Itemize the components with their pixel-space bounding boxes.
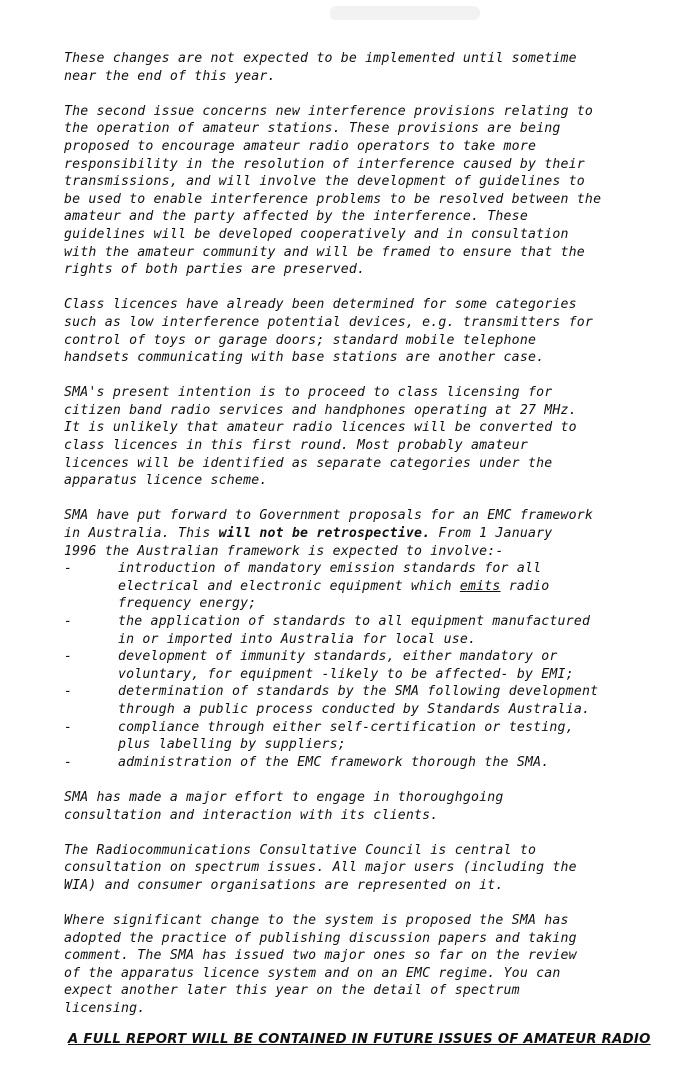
- paragraph-discussion-papers: Where significant change to the system is proposed the SMA has adopted the practice of publishing discussion papers and taking comment. The SMA has issued two major ones so far on the review of the apparatus licence system and on an EMC regime. You can expect another later this year on the detail of spectrum licensing.: [64, 913, 577, 1017]
- paragraph-council: The Radiocommunications Consultative Council is central to consultation on spectrum issues. All major users (including the WIA) and consumer organisations are represented on it.: [64, 842, 577, 893]
- paragraph-consultation: SMA has made a major effort to engage in thoroughgoing consultation and interaction with its clients.: [64, 789, 504, 823]
- list-item-text: administration of the EMC framework thorough the SMA.: [118, 754, 550, 770]
- list-item: [64, 754, 654, 772]
- list-item: [64, 560, 654, 613]
- paragraph-emc-framework: [64, 507, 654, 560]
- list-item: [64, 613, 654, 648]
- emc-text-bold: will not be retrospective.: [218, 526, 431, 542]
- emc-list: [64, 560, 654, 771]
- dash-marker: -: [64, 614, 73, 629]
- dash-marker: -: [64, 649, 73, 665]
- list-item: [64, 719, 654, 754]
- list-item: [64, 648, 654, 683]
- list-item-text: the application of standards to all equipment manufactured in or imported into Australia for local use.: [118, 614, 591, 647]
- emc-text-after: From 1 January 1996 the Australian framework is expected to involve:-: [64, 526, 553, 559]
- dash-marker: -: [64, 561, 73, 577]
- list-item-text: determination of standards by the SMA following development through a public process conducted by Standards Australia.: [118, 684, 599, 717]
- paragraph-implementation: These changes are not expected to be implemented until sometime near the end of this year.: [64, 51, 577, 84]
- emc-text-before: SMA have put forward to Government proposals for an EMC framework in Australia. This: [64, 508, 594, 542]
- list-item-text: development of immunity standards, either mandatory or voluntary, for equipment -likely to be affected- by EMI;: [118, 649, 574, 682]
- dash-marker: -: [64, 684, 73, 700]
- document-body: [64, 50, 654, 1035]
- scan-smudge: [330, 6, 480, 20]
- list-item-text: introduction of mandatory emission standards for all electrical and electronic equipment which: [118, 561, 542, 594]
- dash-marker: -: [64, 719, 73, 735]
- list-item-text: radio frequency energy;: [118, 578, 550, 612]
- dash-marker: -: [64, 754, 73, 770]
- paragraph-class-licences: Class licences have already been determined for some categories such as low interference potential devices, e.g. transmitters for control of toys or garage doors; standard mobile telephone handsets communicating with base stations are another case.: [64, 297, 594, 366]
- paragraph-interference: The second issue concerns new interference provisions relating to the operation of amateur stations. These provisions are being proposed to encourage amateur radio operators to take more responsibility in the resolution of interference caused by their transmissions, and will involve the development of guidelines to be used to enable interference problems to be resolved between the amateur and the party affected by the interference. These guidelines will be developed cooperatively and in consultation with the amateur community and will be framed to ensure that the rights of both parties are preserved.: [64, 103, 602, 278]
- list-item-text: compliance through either self-certification or testing, plus labelling by suppliers;: [118, 719, 574, 753]
- footer-notice: A FULL REPORT WILL BE CONTAINED IN FUTURE ISSUES OF AMATEUR RADIO: [68, 1032, 651, 1047]
- list-item: [64, 683, 654, 718]
- paragraph-sma-intention: SMA's present intention is to proceed to class licensing for citizen band radio services and handphones operating at 27 MHz. It is unlikely that amateur radio licences will be converted to class licences in this first round. Most probably amateur licences will be identified as separate categories under the apparatus licence scheme.: [64, 385, 577, 489]
- underlined-word: emits: [459, 578, 501, 594]
